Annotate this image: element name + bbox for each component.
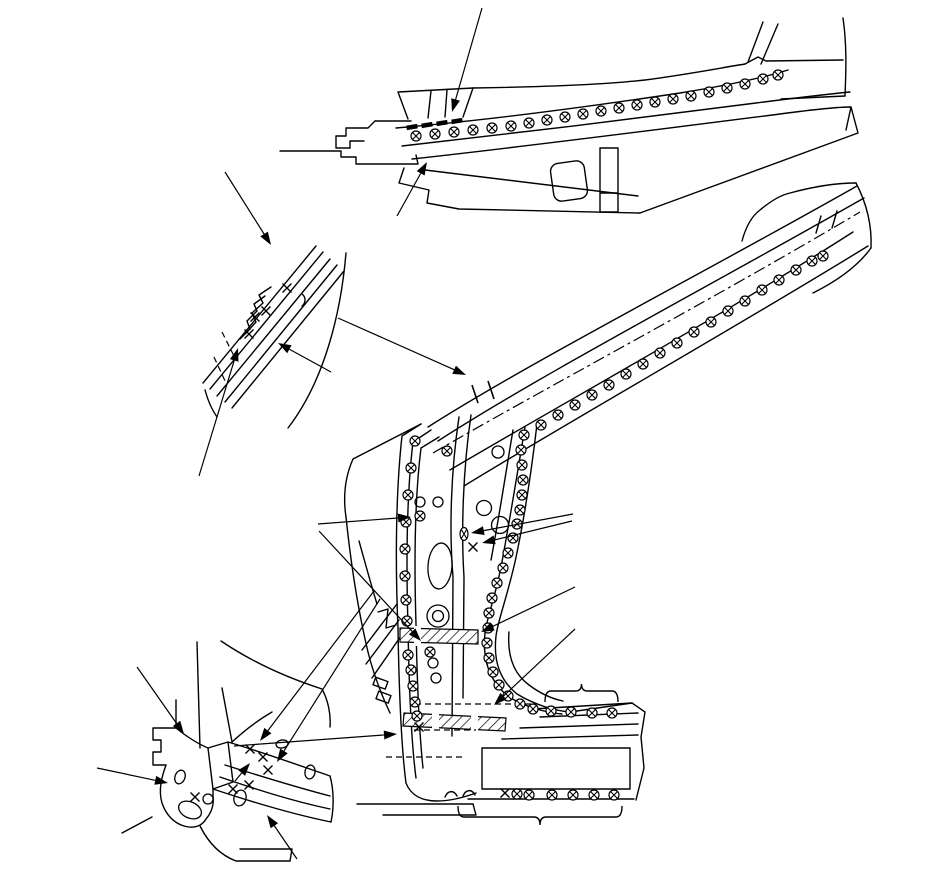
outline-stroke (368, 652, 390, 713)
panel-hole (428, 658, 438, 668)
x-weld-mark (469, 543, 478, 552)
arrowhead-icon (384, 730, 397, 739)
x-weld-mark (501, 789, 510, 798)
leader-line (318, 518, 398, 524)
outline-stroke (350, 141, 364, 148)
detail-window-opening (208, 742, 233, 789)
leader-line (456, 8, 482, 100)
panel-hole (203, 794, 213, 804)
ring-hole-inner (433, 611, 444, 622)
outline-stroke (359, 541, 377, 604)
leader-line (503, 629, 575, 696)
arrowhead-icon (471, 526, 485, 535)
outline-stroke (362, 604, 401, 678)
outline-stroke (445, 791, 475, 797)
x-weld-mark (246, 745, 255, 754)
rail-centerline (433, 212, 860, 453)
weld-group-single-weld-marks (415, 446, 452, 657)
hidden-edge-dashed-lines (214, 332, 535, 757)
outline-stroke (153, 700, 176, 765)
arrowhead-icon (452, 366, 466, 375)
outline-stroke (336, 121, 375, 148)
leader-line (137, 667, 177, 723)
oval-hole (173, 769, 187, 786)
outline-stroke (438, 198, 864, 441)
x-weld-mark (191, 793, 200, 802)
weld-group-pillar-left-upper-welds (400, 436, 420, 626)
outline-stroke (495, 424, 632, 712)
x-weld-mark (283, 284, 292, 293)
panel-hole (492, 517, 509, 534)
outline-stroke (203, 246, 316, 383)
arrowhead-icon (482, 536, 496, 545)
x-weld-mark (229, 785, 238, 794)
x-weld-mark (264, 766, 273, 775)
outline-stroke (280, 151, 418, 164)
leader-line (225, 172, 264, 234)
seam-dash (436, 120, 448, 126)
outline-stroke (399, 168, 640, 213)
arrowhead-icon (260, 728, 271, 741)
panel-hole (477, 501, 492, 516)
oval-hole (176, 798, 205, 823)
leader-line (338, 318, 454, 370)
panel-hole (431, 673, 441, 683)
outline-stroke (122, 817, 152, 833)
outline-stroke (210, 252, 323, 389)
leader-line (319, 531, 412, 631)
seam-dash (406, 124, 418, 130)
arrowhead-icon (238, 763, 250, 776)
outline-stroke (222, 688, 232, 742)
outline-stroke (473, 64, 745, 88)
spot-weld-marks (400, 70, 828, 800)
outline-stroke (225, 265, 337, 402)
oval-hole (426, 542, 453, 590)
outline-stroke (856, 183, 871, 248)
sill-inner-panel (482, 748, 630, 789)
arrowhead-icon (278, 343, 292, 353)
outline-stroke (463, 415, 471, 698)
outline-stroke (640, 107, 858, 213)
outline-stroke (428, 186, 857, 427)
outline-stroke (843, 18, 846, 96)
outline-stroke (600, 148, 618, 212)
arrowhead-icon (154, 776, 168, 785)
outline-stroke (398, 88, 473, 119)
arrowhead-icon (451, 98, 460, 112)
leader-line (235, 773, 242, 781)
oval-hole (304, 764, 316, 780)
leader-line (97, 768, 155, 780)
seam-dash (421, 122, 433, 128)
panel-hole (433, 497, 443, 507)
outline-stroke (425, 170, 638, 196)
ring-hole-outer (427, 605, 449, 627)
leader-line (268, 591, 374, 731)
panel-hole (492, 446, 504, 458)
leader-line (493, 587, 575, 626)
outline-stroke (330, 776, 333, 822)
outline-stroke (197, 642, 200, 748)
outline-stroke (232, 271, 344, 408)
outline-stroke (302, 294, 305, 306)
outline-stroke (373, 677, 388, 689)
dashed-line (214, 357, 226, 383)
weld-range-brace (458, 806, 622, 825)
arrowhead-icon (260, 232, 271, 245)
rail-access-hole (550, 160, 589, 202)
leader-line (284, 599, 380, 751)
outline-stroke (748, 22, 778, 64)
outline-stroke (205, 390, 217, 417)
outline-stroke (346, 517, 368, 652)
view-pillar-lower-joint-detail (122, 641, 333, 861)
outline-stroke (745, 57, 843, 64)
weld-group-roof-rail-welds (519, 251, 828, 440)
outline-stroke (221, 641, 330, 727)
rail-cut-marks (472, 381, 494, 403)
cut-band-gap (471, 713, 478, 735)
leader-line (199, 360, 234, 476)
outline-stroke (345, 459, 353, 517)
outline-stroke (232, 712, 272, 742)
arrowhead-icon (267, 815, 278, 828)
leader-line (289, 349, 331, 372)
leader-line (274, 826, 297, 859)
outline-stroke (412, 107, 851, 159)
seam-dash (451, 118, 463, 124)
x-weld-mark (259, 753, 268, 762)
sill-end-edge (632, 703, 645, 800)
outline-stroke (217, 259, 330, 396)
leader-line (234, 735, 384, 746)
